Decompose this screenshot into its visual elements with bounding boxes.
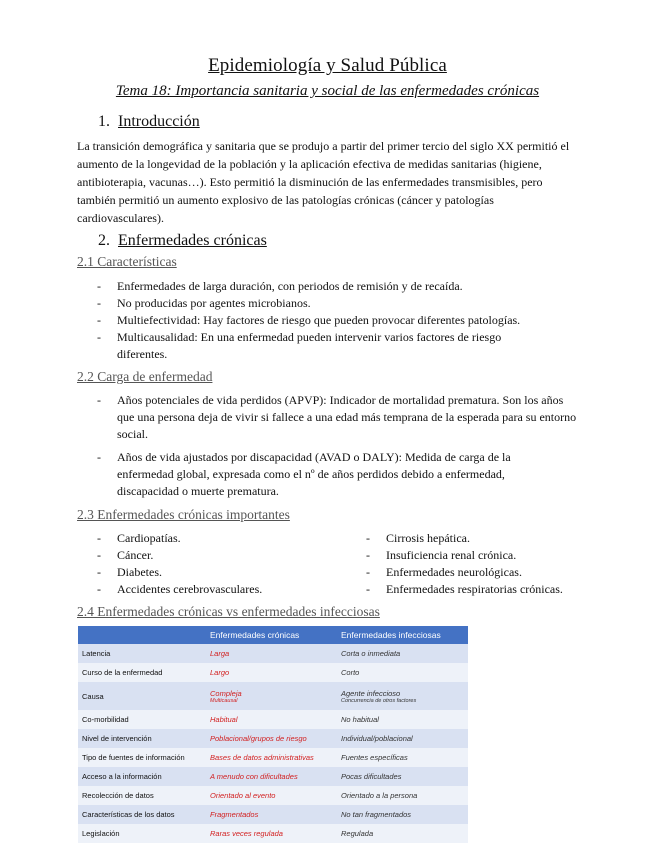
table-header-empty <box>78 626 206 644</box>
chronic-cell: A menudo con dificultades <box>206 767 337 786</box>
document-subtitle: Tema 18: Importancia sanitaria y social de las enfermedades crónicas <box>115 83 540 99</box>
chronic-cell-sub: Multicausal <box>210 697 238 704</box>
list-item: - Multiefectividad: Hay factores de riesgo que pueden provocar diferentes patologías. <box>97 312 577 329</box>
important-diseases-left-list <box>97 530 347 598</box>
infectious-cell-main: Agente infeccioso <box>341 688 401 698</box>
list-item: - Enfermedades de larga duración, con periodos de remisión y de recaída. <box>97 278 577 295</box>
list-item: - Insuficiencia renal crónica. <box>366 547 596 564</box>
disease-burden-list <box>97 392 581 500</box>
section-2-number: 2. <box>98 232 110 249</box>
infectious-cell: Individual/poblacional <box>337 729 468 748</box>
row-label: Causa <box>78 682 206 710</box>
table-row <box>78 682 468 710</box>
chronic-cell: Fragmentados <box>206 805 337 824</box>
row-label: Recolección de datos <box>78 786 206 805</box>
section-1-number: 1. <box>98 113 110 130</box>
chronic-cell: Larga <box>206 644 337 663</box>
list-item: - Cirrosis hepática. <box>366 530 596 547</box>
chronic-cell: Poblacional/grupos de riesgo <box>206 729 337 748</box>
row-label: Nivel de intervención <box>78 729 206 748</box>
chronic-cell <box>206 682 337 710</box>
table-row <box>78 644 468 663</box>
infectious-cell: Corto <box>337 663 468 682</box>
table-row <box>78 824 468 843</box>
list-item: - Cáncer. <box>97 547 347 564</box>
chronic-cell: Orientado al evento <box>206 786 337 805</box>
document-title: Epidemiología y Salud Pública <box>208 55 447 76</box>
table-header-chronic: Enfermedades crónicas <box>206 626 337 644</box>
table-row <box>78 710 468 729</box>
row-label: Tipo de fuentes de información <box>78 748 206 767</box>
subsection-2-2-title: 2.2 Carga de enfermedad <box>77 369 213 384</box>
subsection-2-4-title: 2.4 Enfermedades crónicas vs enfermedades infecciosas <box>77 604 380 619</box>
row-label: Acceso a la información <box>78 767 206 786</box>
section-2-heading <box>98 232 267 250</box>
infectious-cell: Regulada <box>337 824 468 843</box>
table-row <box>78 786 468 805</box>
row-label: Características de los datos <box>78 805 206 824</box>
infectious-cell: Pocas dificultades <box>337 767 468 786</box>
chronic-cell: Largo <box>206 663 337 682</box>
section-2-title: Enfermedades crónicas <box>118 232 267 249</box>
comparison-table <box>78 626 468 843</box>
chronic-cell-main: Compleja <box>210 688 242 698</box>
list-item: - Enfermedades neurológicas. <box>366 564 596 581</box>
table-row <box>78 748 468 767</box>
row-label: Curso de la enfermedad <box>78 663 206 682</box>
subsection-2-3-title: 2.3 Enfermedades crónicas importantes <box>77 507 290 522</box>
chronic-cell: Habitual <box>206 710 337 729</box>
chronic-cell: Bases de datos administrativas <box>206 748 337 767</box>
table-header-row <box>78 626 468 644</box>
list-item: - Multicausalidad: En una enfermedad pueden intervenir varios factores de riesgo diferentes. <box>97 329 537 363</box>
infectious-cell: No tan fragmentados <box>337 805 468 824</box>
infectious-cell: Fuentes específicas <box>337 748 468 767</box>
table-header-infectious: Enfermedades infecciosas <box>337 626 468 644</box>
list-item: - No producidas por agentes microbianos. <box>97 295 577 312</box>
infectious-cell: No habitual <box>337 710 468 729</box>
section-1-title: Introducción <box>118 113 200 130</box>
infectious-cell-sub: Concurrencia de otros factores <box>341 697 417 704</box>
list-item: - Diabetes. <box>97 564 347 581</box>
row-label: Legislación <box>78 824 206 843</box>
intro-paragraph: La transición demográfica y sanitaria que se produjo a partir del primer tercio del siglo XX permitió el aumento de la longevidad de la población y la aplicación efectiva de medidas sanitarias (higiene, antibioterapia, vacunas…). Esto permitió la disminución de las enfermedades transmisibles, pero también permitió un aumento explosivo de las patologías crónicas (cáncer y patologías cardiovasculares). <box>77 139 570 225</box>
table-row <box>78 729 468 748</box>
list-item: - Años potenciales de vida perdidos (APVP): Indicador de mortalidad prematura. Son los años que una persona deja de vivir si fallece a una edad más temprana de la esperada para su entorno social. <box>97 392 581 443</box>
subsection-2-1-title: 2.1 Características <box>77 254 177 269</box>
section-1-heading <box>98 113 200 131</box>
chronic-cell: Raras veces regulada <box>206 824 337 843</box>
infectious-cell <box>337 682 468 710</box>
row-label: Co-morbilidad <box>78 710 206 729</box>
table-row <box>78 805 468 824</box>
infectious-cell: Orientado a la persona <box>337 786 468 805</box>
list-item: - Enfermedades respiratorias crónicas. <box>366 581 596 598</box>
list-item: - Accidentes cerebrovasculares. <box>97 581 347 598</box>
characteristics-list <box>97 278 577 363</box>
infectious-cell: Corta o inmediata <box>337 644 468 663</box>
list-item: - Años de vida ajustados por discapacidad (AVAD o DALY): Medida de carga de la enfermedad global, expresada como el nº de años perdidos debido a enfermedad, discapacidad o muerte prematura. <box>97 449 557 500</box>
table-row <box>78 767 468 786</box>
row-label: Latencia <box>78 644 206 663</box>
important-diseases-right-list <box>366 530 596 598</box>
list-item: - Cardiopatías. <box>97 530 347 547</box>
table-row <box>78 663 468 682</box>
